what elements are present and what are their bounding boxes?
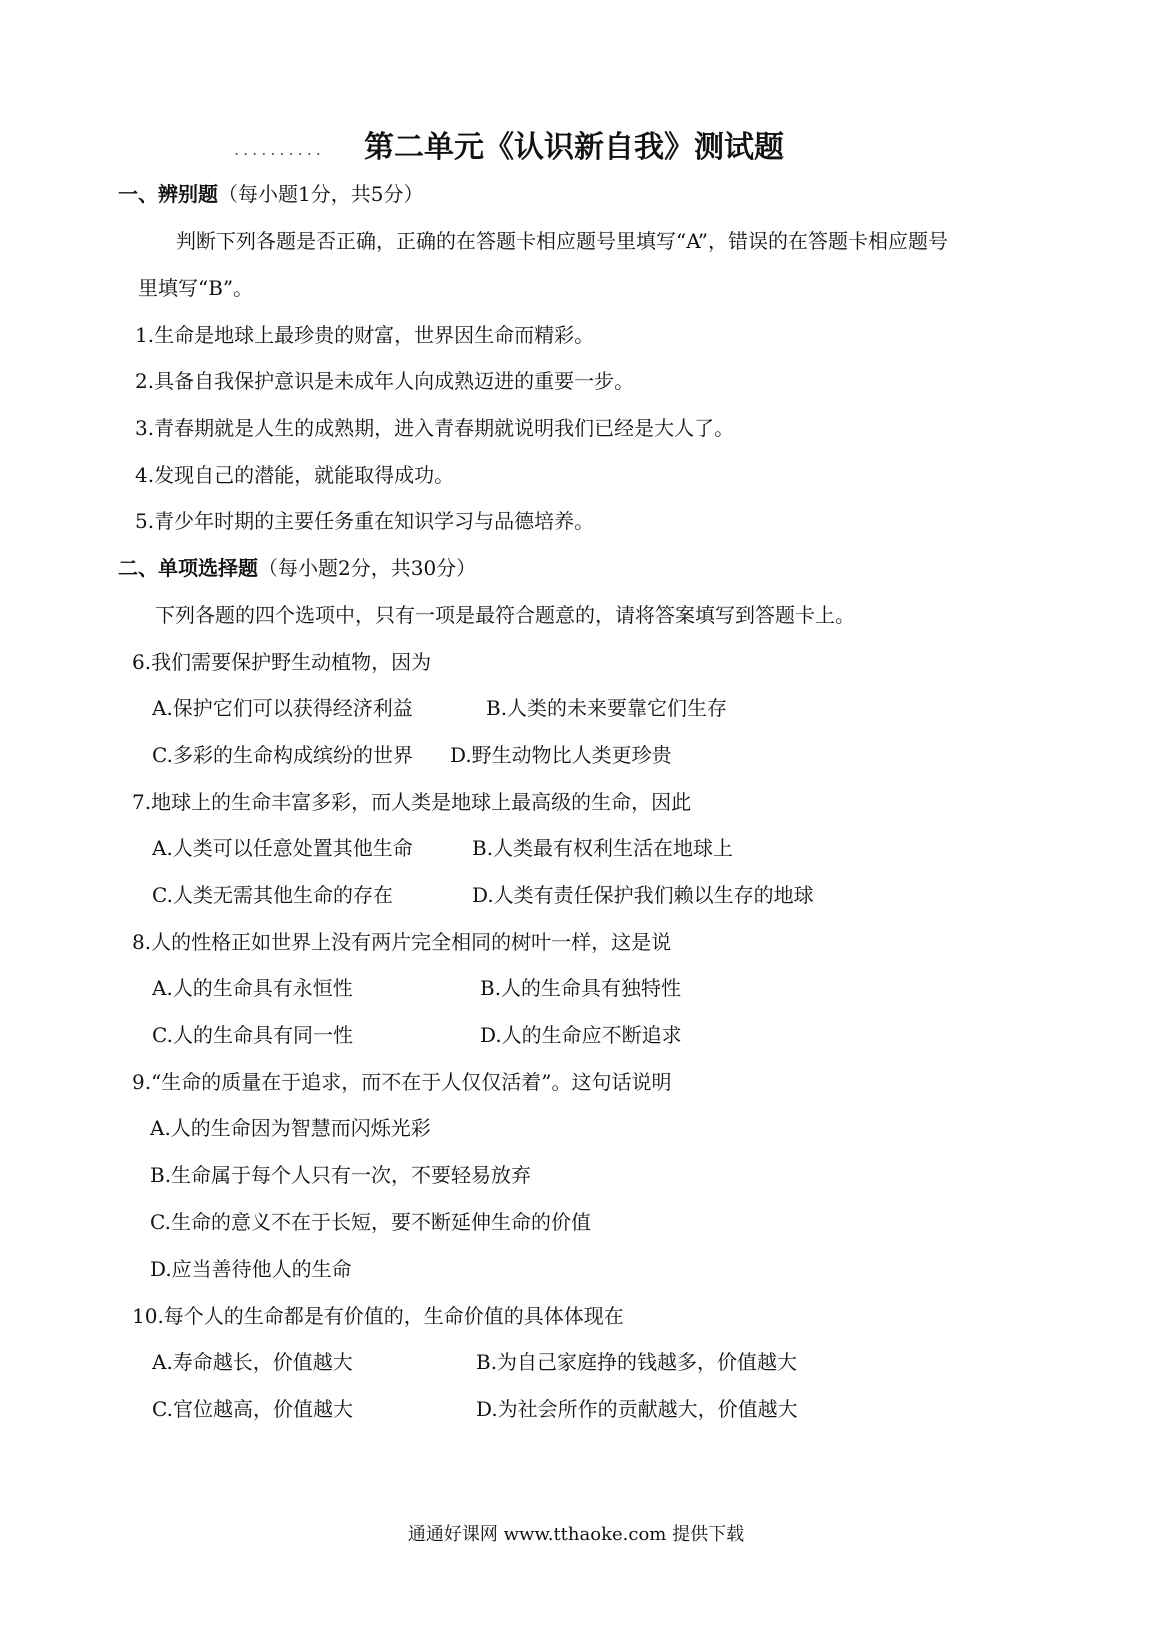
question-8-option-d: D.人的生命应不断追求 <box>480 1023 682 1047</box>
question-7-stem: 7.地球上的生命丰富多彩，而人类是地球上最高级的生命，因此 <box>132 790 692 814</box>
question-6-stem: 6.我们需要保护野生动植物，因为 <box>132 650 432 674</box>
question-8-option-b: B.人的生命具有独特性 <box>480 976 682 1000</box>
page-footer: 通通好课网 www.tthaoke.com 提供下载 <box>407 1524 745 1545</box>
question-7-option-a: A.人类可以任意处置其他生命 <box>152 836 413 860</box>
question-2: 2.具备自我保护意识是未成年人向成熟迈进的重要一步。 <box>135 369 635 393</box>
question-1: 1.生命是地球上最珍贵的财富，世界因生命而精彩。 <box>135 323 595 347</box>
section2-heading-line <box>118 554 476 582</box>
question-6-option-c: C.多彩的生命构成缤纷的世界 <box>152 743 413 767</box>
question-9-option-d: D.应当善待他人的生命 <box>150 1257 352 1281</box>
question-4: 4.发现自己的潜能，就能取得成功。 <box>135 463 455 487</box>
section2-heading: 二、单项选择题 <box>118 556 258 580</box>
question-5: 5.青少年时期的主要任务重在知识学习与品德培养。 <box>135 509 595 533</box>
question-6-option-b: B.人类的未来要靠它们生存 <box>486 696 728 720</box>
page-title: 第二单元《认识新自我》测试题 <box>364 130 784 165</box>
question-10-option-c: C.官位越高，价值越大 <box>152 1397 353 1421</box>
question-7-option-b: B.人类最有权利生活在地球上 <box>472 836 734 860</box>
section1-instruction-line2: 里填写“B”。 <box>138 276 254 300</box>
title-row <box>0 122 1152 172</box>
section1-instruction-line1: 判断下列各题是否正确，正确的在答题卡相应题号里填写“A”，错误的在答题卡相应题号 <box>176 229 948 253</box>
question-10-option-d: D.为社会所作的贡献越大，价值越大 <box>476 1397 798 1421</box>
section1-heading-line <box>118 180 423 208</box>
question-6-option-d: D.野生动物比人类更珍贵 <box>450 743 672 767</box>
question-7-option-c: C.人类无需其他生命的存在 <box>152 883 393 907</box>
question-9-option-c: C.生命的意义不在于长短，要不断延伸生命的价值 <box>150 1210 591 1234</box>
question-8-stem: 8.人的性格正如世界上没有两片完全相同的树叶一样，这是说 <box>132 930 672 954</box>
question-8-option-a: A.人的生命具有永恒性 <box>152 976 353 1000</box>
section2-instruction: 下列各题的四个选项中，只有一项是最符合题意的，请将答案填写到答题卡上。 <box>155 603 855 627</box>
question-9-option-a: A.人的生命因为智慧而闪烁光彩 <box>150 1116 431 1140</box>
question-8-option-c: C.人的生命具有同一性 <box>152 1023 353 1047</box>
question-9-option-b: B.生命属于每个人只有一次，不要轻易放弃 <box>150 1163 532 1187</box>
question-10-option-a: A.寿命越长，价值越大 <box>152 1350 353 1374</box>
question-10-option-b: B.为自己家庭挣的钱越多，价值越大 <box>476 1350 798 1374</box>
section1-note: （每小题1分，共5分） <box>218 182 424 206</box>
title-leader-dots: .......... <box>234 140 325 159</box>
question-10-stem: 10.每个人的生命都是有价值的，生命价值的具体体现在 <box>132 1304 624 1328</box>
question-7-option-d: D.人类有责任保护我们赖以生存的地球 <box>472 883 814 907</box>
question-6-option-a: A.保护它们可以获得经济利益 <box>152 696 413 720</box>
question-9-stem: 9.“生命的质量在于追求，而不在于人仅仅活着”。这句话说明 <box>132 1070 672 1094</box>
section1-heading: 一、辨别题 <box>118 182 218 206</box>
section2-note: （每小题2分，共30分） <box>258 556 477 580</box>
question-3: 3.青春期就是人生的成熟期，进入青春期就说明我们已经是大人了。 <box>135 416 735 440</box>
